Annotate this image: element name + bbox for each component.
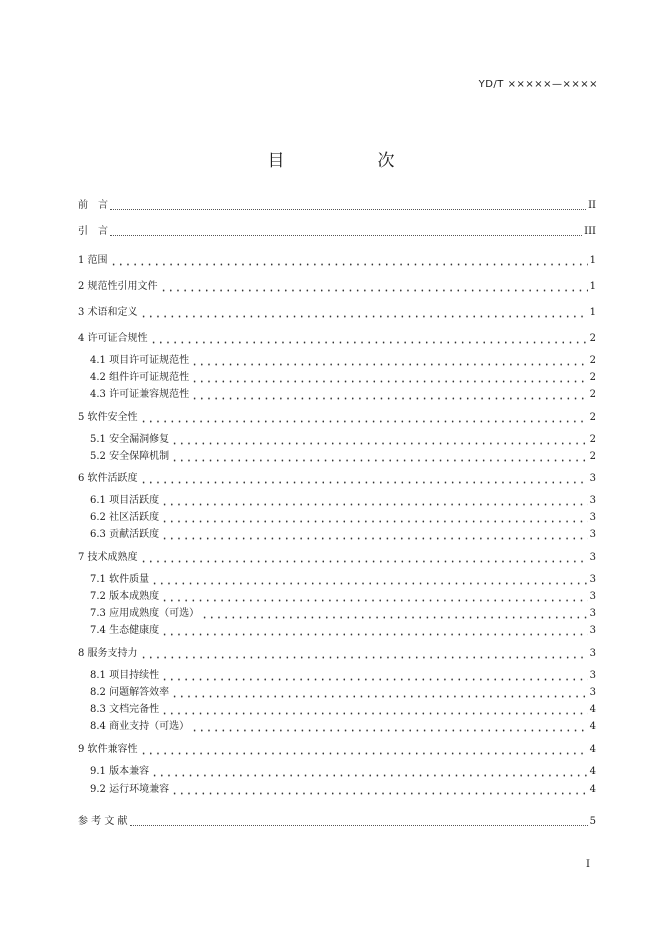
toc-entry-label: 8.2 问题解答效率 [90, 687, 170, 698]
toc-entry-page: 2 [589, 412, 596, 423]
toc-title: 目 次 [267, 151, 433, 171]
toc-entry-label: 7.3 应用成熟度（可选） [90, 608, 200, 619]
leader-dots [191, 388, 588, 400]
leader-dots [160, 280, 588, 292]
leader-dots [171, 686, 588, 698]
leader-dots [110, 197, 586, 210]
toc-entry-page: 3 [589, 608, 596, 619]
leader-dots [151, 765, 588, 777]
toc-entry-page: 3 [589, 529, 596, 540]
leader-dots [130, 813, 588, 826]
toc-entry-label: 参 考 文 献 [78, 816, 128, 827]
toc-entry-label: 1 范围 [78, 255, 108, 266]
toc-entry-5-2[interactable] [90, 450, 596, 463]
toc-entry-introduction[interactable] [78, 225, 596, 238]
toc-entry-5[interactable] [78, 411, 596, 424]
toc-entry-label: 前 言 [78, 200, 108, 211]
toc-entry-foreword[interactable] [78, 199, 596, 212]
toc-entry-4-2[interactable] [90, 371, 596, 384]
toc-entry-4-1[interactable] [90, 354, 596, 367]
toc-entry-4-3[interactable] [90, 388, 596, 401]
leader-dots [161, 494, 588, 506]
toc-entry-4[interactable] [78, 332, 596, 345]
toc-entry-page: 3 [589, 473, 596, 484]
leader-dots [161, 528, 588, 540]
leader-dots [161, 669, 588, 681]
toc-entry-7-3[interactable] [90, 607, 596, 620]
toc-entry-8-2[interactable] [90, 686, 596, 699]
leader-dots [171, 433, 588, 445]
toc-entry-label: 9 软件兼容性 [78, 744, 138, 755]
toc-entry-label: 8.1 项目持续性 [90, 670, 160, 681]
toc-entry-7[interactable] [78, 551, 596, 564]
leader-dots [161, 703, 588, 715]
toc-entry-page: 2 [589, 451, 596, 462]
toc-entry-page: 1 [589, 307, 596, 318]
toc-entry-page: 3 [589, 495, 596, 506]
toc-entry-page: 2 [589, 355, 596, 366]
leader-dots [140, 647, 588, 659]
toc-entry-9-2[interactable] [90, 783, 596, 796]
toc-entry-page: 3 [589, 574, 596, 585]
leader-dots [110, 254, 588, 266]
toc-entry-page: 3 [589, 625, 596, 636]
toc-entry-label: 7.1 软件质量 [90, 574, 150, 585]
standard-code: YD/T ×××××—×××× [478, 79, 598, 90]
toc-entry-8-3[interactable] [90, 703, 596, 716]
toc-entry-label: 3 术语和定义 [78, 307, 138, 318]
toc-entry-5-1[interactable] [90, 433, 596, 446]
toc-entry-label: 6.1 项目活跃度 [90, 495, 160, 506]
toc-entry-page: 4 [589, 766, 596, 777]
leader-dots [161, 511, 588, 523]
toc-entry-label: 8.4 商业支持（可选） [90, 721, 190, 732]
leader-dots [161, 590, 588, 602]
toc-entry-label: 5.2 安全保障机制 [90, 451, 170, 462]
toc-entry-label: 8.3 文档完备性 [90, 704, 160, 715]
toc-entry-page: 1 [589, 281, 596, 292]
toc-entry-page: 4 [589, 784, 596, 795]
toc-entry-1[interactable] [78, 254, 596, 267]
toc-entry-label: 5 软件安全性 [78, 412, 138, 423]
leader-dots [171, 783, 588, 795]
toc-entry-6-3[interactable] [90, 528, 596, 541]
toc-entry-page: 3 [589, 512, 596, 523]
leader-dots [191, 371, 588, 383]
page-number: I [586, 859, 590, 870]
toc-entry-page: III [584, 226, 596, 237]
toc-entry-6[interactable] [78, 472, 596, 485]
toc-entry-8-4[interactable] [90, 720, 596, 733]
toc-entry-label: 4.1 项目许可证规范性 [90, 355, 190, 366]
toc-entry-6-1[interactable] [90, 494, 596, 507]
toc-entry-3[interactable] [78, 306, 596, 319]
leader-dots [171, 450, 588, 462]
toc-entry-7-2[interactable] [90, 590, 596, 603]
toc-entry-label: 4.2 组件许可证规范性 [90, 372, 190, 383]
toc-entry-page: 3 [589, 648, 596, 659]
toc-entry-page: II [588, 200, 596, 211]
toc-entry-label: 引 言 [78, 226, 108, 237]
toc-entry-9[interactable] [78, 743, 596, 756]
toc-entry-page: 2 [589, 333, 596, 344]
toc-entry-label: 6 软件活跃度 [78, 473, 138, 484]
toc-entry-label: 4.3 许可证兼容规范性 [90, 389, 190, 400]
toc-entry-8-1[interactable] [90, 669, 596, 682]
leader-dots [201, 607, 588, 619]
leader-dots [191, 720, 588, 732]
toc-entry-label: 7.4 生态健康度 [90, 625, 160, 636]
leader-dots [191, 354, 588, 366]
toc-entry-page: 2 [589, 389, 596, 400]
leader-dots [161, 624, 588, 636]
toc-entry-page: 2 [589, 372, 596, 383]
toc-entry-label: 9.2 运行环境兼容 [90, 784, 170, 795]
toc-entry-page: 2 [589, 434, 596, 445]
toc-entry-label: 5.1 安全漏洞修复 [90, 434, 170, 445]
leader-dots [110, 223, 582, 236]
toc-entry-page: 4 [589, 744, 596, 755]
toc-entry-page: 3 [589, 670, 596, 681]
toc-entry-bibliography[interactable] [78, 815, 596, 828]
toc-entry-label: 4 许可证合规性 [78, 333, 148, 344]
leader-dots [140, 306, 588, 318]
leader-dots [140, 411, 588, 423]
toc-entry-label: 7.2 版本成熟度 [90, 591, 160, 602]
toc-entry-page: 3 [589, 552, 596, 563]
toc-entry-6-2[interactable] [90, 511, 596, 524]
toc-entry-7-1[interactable] [90, 573, 596, 586]
toc-entry-label: 6.3 贡献活跃度 [90, 529, 160, 540]
toc-entry-7-4[interactable] [90, 624, 596, 637]
toc-entry-label: 7 技术成熟度 [78, 552, 138, 563]
leader-dots [140, 743, 588, 755]
toc-entry-label: 8 服务支持力 [78, 648, 138, 659]
toc-entry-label: 6.2 社区活跃度 [90, 512, 160, 523]
leader-dots [151, 573, 588, 585]
toc-entry-9-1[interactable] [90, 765, 596, 778]
toc-entry-page: 5 [589, 816, 596, 827]
toc-entry-8[interactable] [78, 647, 596, 660]
toc-entry-page: 4 [589, 704, 596, 715]
toc-entry-page: 1 [589, 255, 596, 266]
leader-dots [140, 551, 588, 563]
leader-dots [140, 472, 588, 484]
toc-entry-page: 3 [589, 687, 596, 698]
leader-dots [150, 332, 588, 344]
toc-entry-label: 2 规范性引用文件 [78, 281, 158, 292]
toc-entry-page: 4 [589, 721, 596, 732]
toc-entry-label: 9.1 版本兼容 [90, 766, 150, 777]
toc-entry-2[interactable] [78, 280, 596, 293]
toc-entry-page: 3 [589, 591, 596, 602]
